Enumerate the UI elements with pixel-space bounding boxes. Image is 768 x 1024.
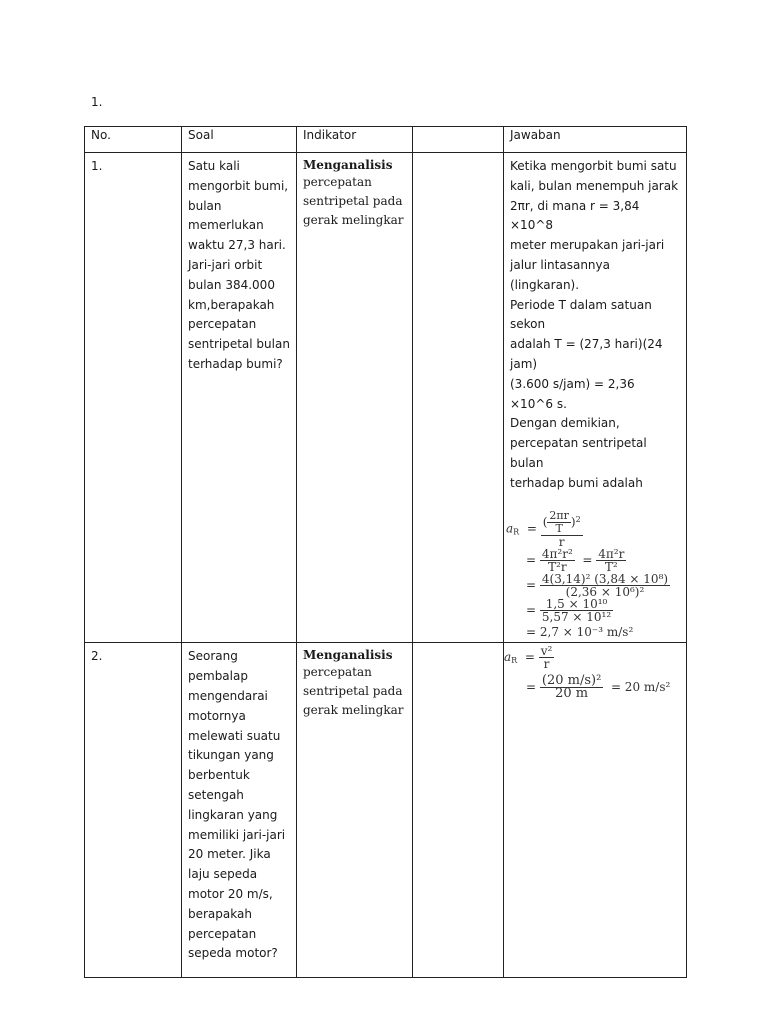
blank-cell [413,643,504,978]
formula-l2-den-a: T²r [548,559,567,574]
indicator-text [303,663,407,720]
text-line: Jari-jari orbit [188,257,263,272]
formula-l2-num-a: 4π²r² [541,546,573,561]
row-number: 2. [85,643,182,978]
question-text [188,647,291,964]
header-indikator: Indikator [297,127,413,153]
question-cell [182,153,297,643]
text-line: berapakah [188,906,252,921]
text-line: setengah [188,787,244,802]
indicator-title: Menganalisis [303,158,393,172]
text-line: (3.600 s/jam) = 2,36 ×10^6 s. [510,376,635,411]
formula-l3-den: (2,36 × 10⁶)² [565,584,645,599]
text-line: motor 20 m/s, [188,886,273,901]
text-line: meter merupakan jari-jari [510,238,665,253]
text-line: mengorbit bumi, [188,178,289,193]
text-line: terhadap bumi? [188,356,283,371]
text-line: gerak melingkar [303,703,404,718]
formula-l5-result: = 2,7 × 10⁻³ m/s² [526,624,634,639]
indicator-cell [297,153,413,643]
text-line: melewati suatu [188,728,281,743]
formula-l1-num: 2πr [549,508,569,522]
text-line: sentripetal bulan [188,337,290,352]
text-line: memiliki jari-jari [188,827,286,842]
text-line: Periode T dalam satuan sekon [510,297,652,332]
text-line: percepatan sentripetal bulan [510,436,647,470]
formula-l2-num: (20 m/s)² [541,673,602,689]
indicator-title: Menganalisis [303,648,393,663]
text-line: lingkaran yang [188,807,278,822]
text-line: sentripetal pada [303,684,403,699]
indicator-cell [297,643,413,978]
text-line: tikungan yang [188,748,274,763]
text-line: percepatan [188,926,257,941]
formula-lhs-sub: R [513,527,520,537]
formula-l1-num: v² [540,644,553,659]
text-line: laju sepeda [188,867,258,882]
text-line: memerlukan [188,218,264,233]
text-line: kali, bulan menempuh jarak [510,178,679,193]
answer-text [510,157,681,494]
table-row [85,153,687,643]
formula-l2-result: = 20 m/s² [610,680,671,695]
text-line: Ketika mengorbit bumi satu [510,159,677,173]
formula-lhs-sub: R [511,656,518,666]
indicator-text [303,173,407,230]
header-no: No. [85,127,182,153]
table-row [85,643,687,978]
text-line: motornya [188,708,246,723]
header-soal: Soal [182,127,297,153]
formula-l2-num-b: 4π²r [598,546,625,561]
text-line: berbentuk [188,768,250,783]
text-line: Satu kali [188,159,240,173]
text-line: percepatan [303,175,372,189]
formula-l2-den: 20 m [555,686,589,702]
table-header-row [85,127,687,153]
text-line: bulan 384.000 [188,277,275,292]
formula-motorcycle: $a_R$ = $\frac{\text{v²}}{r}$ = $\frac{\text{(20 m/s)²}}{20 m}$ = 20 m/s² [504,644,671,702]
formula-l4-den: 5,57 × 10¹² [541,609,612,624]
question-cell [182,643,297,978]
text-line: gerak melingkar [303,213,404,227]
formula-l1-den: T [555,521,563,535]
text-line: km,berapakah [188,297,275,312]
formula-lhs: a [504,650,512,665]
question-table [84,126,687,978]
formula-l2-den-b: T² [604,559,618,574]
text-line: waktu 27,3 hari. [188,238,286,253]
formula-l3-num: 4(3,14)² (3,84 × 10⁸) [541,571,669,586]
answer-cell [504,643,687,978]
formula-l4-num: 1,5 × 10¹⁰ [540,598,613,611]
text-line: Seorang [188,649,238,664]
answer-cell [504,153,687,643]
question-text [188,157,291,375]
text-line: jalur lintasannya (lingkaran). [510,257,610,292]
header-jawaban: Jawaban [504,127,687,153]
text-line: terhadap bumi adalah [510,475,643,490]
page-marker: 1. [91,95,103,109]
text-line: sentripetal pada [303,194,403,208]
text-line: mengendarai [188,688,268,703]
text-line: pembalap [188,669,248,684]
blank-cell [413,153,504,643]
row-number: 1. [85,153,182,643]
formula-l1-den2: r [558,534,565,549]
text-line: 2πr, di mana r = 3,84 ×10^8 [510,198,640,233]
text-line: percepatan [188,317,257,332]
text-line: 20 meter. Jika [188,847,271,862]
formula-centripetal-moon: $a_R$ = ( $\frac{2\pi r}{T}$ )$^2$ r = $\frac{\text{4π²r²}}{\text{T²r}}$ = $\frac{\text{4π²r}}{\text{T²}}$ = $\frac{\text{4(3,14)² (3,84 × 10⁸)}}{\text{(2,36 × 10⁶)²}}$ = $\frac{\text{1,5 × 10¹⁰}}{\text{5,57 × 10¹²}}$ = 2,7 × 10⁻³ m/s² [506,510,681,643]
text-line: adalah T = (27,3 hari)(24 jam) [510,337,663,371]
header-blank [413,127,504,153]
formula-l1-den: r [543,657,550,672]
text-line: bulan [188,198,222,213]
text-line: sepeda motor? [188,946,278,961]
text-line: Dengan demikian, [510,416,620,431]
text-line: percepatan [303,665,372,680]
formula-lhs: a [506,521,514,536]
